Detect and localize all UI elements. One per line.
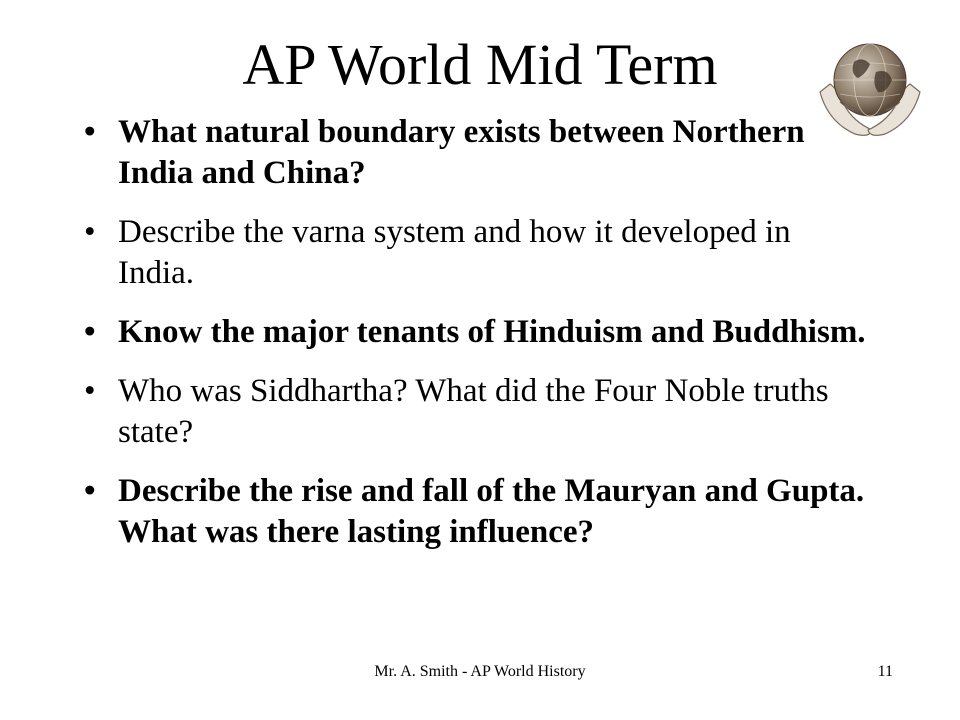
bullet-item	[84, 371, 874, 453]
slide-title: AP World Mid Term	[242, 32, 718, 97]
bullet-item	[84, 112, 874, 194]
bullet-text: Know the major tenants of Hinduism and Buddhism.	[118, 314, 866, 350]
page-number: 11	[877, 663, 893, 680]
bullet-dot: •	[84, 214, 96, 250]
bullet-item	[84, 212, 874, 294]
footer-text: Mr. A. Smith - AP World History	[374, 663, 586, 680]
bullet-dot: •	[84, 114, 96, 150]
bullet-item	[84, 312, 874, 353]
bullet-text: What natural boundary exists between Northern India and China?	[118, 114, 805, 191]
bullet-item	[84, 471, 874, 553]
bullet-dot: •	[84, 314, 96, 350]
bullet-dot: •	[84, 373, 96, 409]
bullet-text: Describe the varna system and how it developed in India.	[118, 214, 791, 291]
bullet-list	[84, 112, 874, 571]
bullet-dot: •	[84, 473, 96, 509]
bullet-text: Describe the rise and fall of the Mauryan and Gupta. What was there lasting influence?	[118, 473, 865, 550]
bullet-text: Who was Siddhartha? What did the Four Noble truths state?	[118, 373, 829, 450]
